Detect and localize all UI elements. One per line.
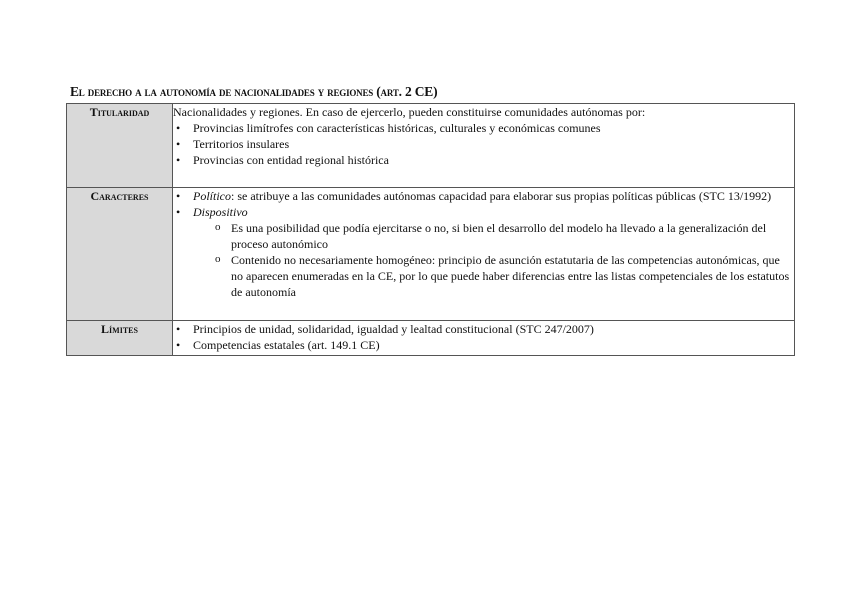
list-item-politico bbox=[193, 188, 794, 204]
row-header-limites: Límites bbox=[67, 321, 173, 356]
list-item: • Competencias estatales (art. 149.1 CE) bbox=[193, 337, 794, 353]
politico-text: : se atribuye a las comunidades autónomas capacidad para elaborar sus propias políticas públicas (STC 13/1992) bbox=[231, 189, 772, 203]
row-header-caracteres: Caracteres bbox=[67, 188, 173, 321]
row-content-titularidad bbox=[173, 104, 795, 188]
row-header-titularidad: Titularidad bbox=[67, 104, 173, 188]
table-row-limites bbox=[67, 321, 795, 356]
titularidad-intro: Nacionalidades y regiones. En caso de ejercerlo, pueden constituirse comunidades autónomas por: bbox=[173, 105, 646, 119]
list-item: • Territorios insulares bbox=[193, 136, 794, 152]
dispositivo-term: Dispositivo bbox=[193, 205, 248, 219]
summary-table bbox=[66, 103, 795, 356]
sub-list-item: o Contenido no necesariamente homogéneo: principio de asunción estatutaria de las competencias autonómicas, que no aparecen enumeradas en la CE, por lo que puede haber diferencias entre las listas competenciales de los estatutos de autonomía bbox=[231, 252, 794, 300]
titularidad-list bbox=[173, 120, 794, 168]
limites-list bbox=[173, 321, 794, 353]
document-title: El derecho a la autonomía de nacionalidades y regiones (art. 2 CE) bbox=[70, 84, 438, 99]
row-content-caracteres bbox=[173, 188, 795, 321]
row-content-limites bbox=[173, 321, 795, 356]
caracteres-list bbox=[173, 188, 794, 300]
list-item: • Provincias con entidad regional histórica bbox=[193, 152, 794, 168]
table-row-titularidad bbox=[67, 104, 795, 188]
politico-term: Político bbox=[193, 189, 231, 203]
table-row-caracteres bbox=[67, 188, 795, 321]
list-item: • Principios de unidad, solidaridad, igualdad y lealtad constitucional (STC 247/2007) bbox=[193, 321, 794, 337]
dispositivo-sublist bbox=[193, 220, 794, 300]
list-item-dispositivo bbox=[193, 204, 794, 300]
list-item: • Provincias limítrofes con características históricas, culturales y económicas comunes bbox=[193, 120, 794, 136]
sub-list-item: o Es una posibilidad que podía ejercitarse o no, si bien el desarrollo del modelo ha llevado a la generalización del proceso autonómico bbox=[231, 220, 794, 252]
